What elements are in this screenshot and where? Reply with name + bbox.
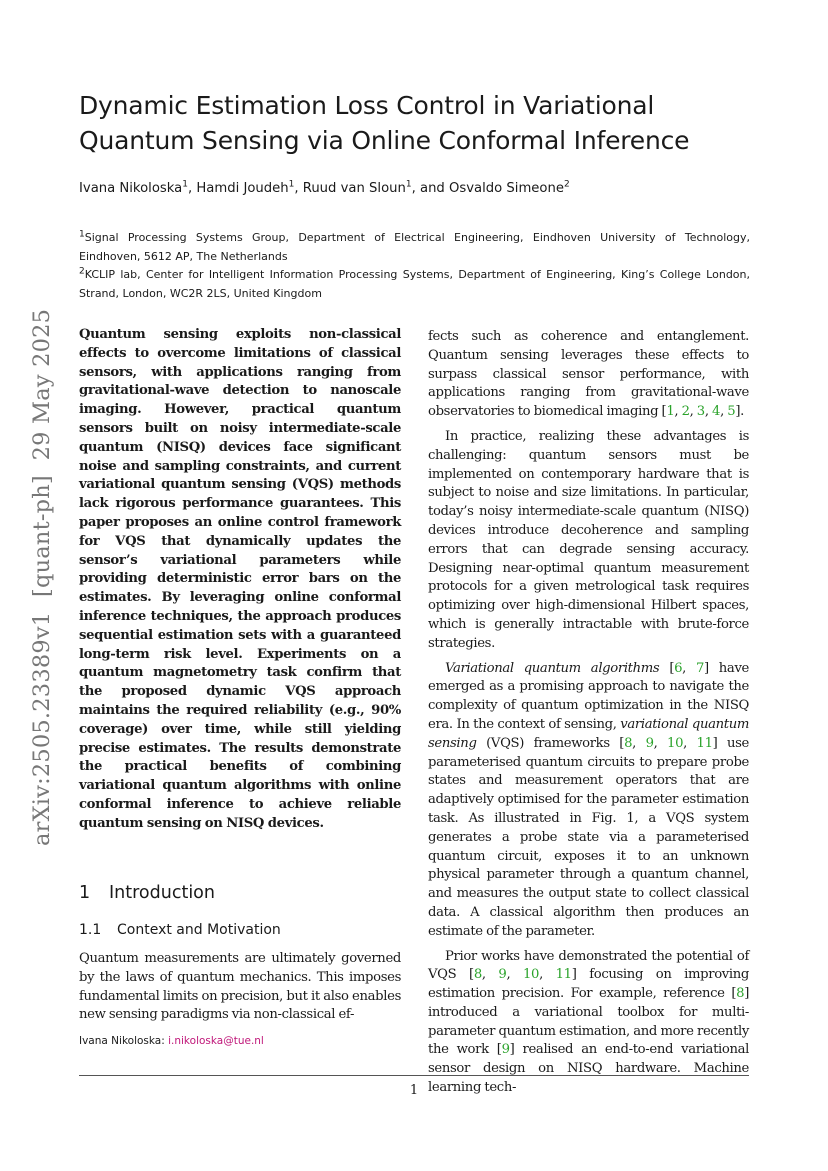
citation-link[interactable]: 8: [473, 967, 482, 983]
citation-link[interactable]: 6: [674, 660, 683, 676]
email-link[interactable]: i.nikoloska@tue.nl: [168, 1035, 264, 1047]
body-paragraph: In practice, realizing these advantages is challenging: quantum sensors must be implemented on contemporary hardware that is subject to noise and size limitations. In particular, today’s noisy intermediate-scale quantum (NISQ) devices introduce decoherence and sampling errors that can degrade sensing accuracy. Designing near-optimal quantum measurement protocols for a given metrological task requires optimizing over high-dimensional Hilbert spaces, which is generally intractable with brute-force strategies.: [428, 428, 749, 651]
author-name: Hamdi Joudeh: [196, 181, 289, 196]
author-list: Ivana Nikoloska$^1$, Hamdi Joudeh$^1$, Ruud van Sloun$^1$, and Osvaldo Simeone$^2$: [79, 179, 570, 196]
section-number: 1: [79, 883, 91, 903]
affiliation-marker: 1: [405, 179, 412, 190]
author-name: Osvaldo Simeone: [449, 181, 564, 196]
author-name: Ivana Nikoloska: [79, 181, 183, 196]
citation-link[interactable]: 3: [696, 404, 705, 420]
body-paragraph: fects such as coherence and entanglement. Quantum sensing leverages these effects to surpass classical sensor performance, with applications ranging from gravitational-wave observatories to biomedical imaging [1, 2, 3, 4, 5].: [428, 329, 749, 420]
affiliation-marker: 2: [79, 266, 85, 277]
section-heading: [79, 881, 215, 905]
paragraph-text: (VQS) frameworks [: [476, 735, 625, 751]
paragraph-text: ] introduced a variational toolbox for multi-parameter quantum estimation, and more recently the work [: [428, 986, 749, 1058]
emphasis-text: Variational quantum algorithms: [445, 660, 660, 676]
affiliation-text: Signal Processing Systems Group, Department of Electrical Engineering, Eindhoven University of Technology, Eindhoven, 5612 AP, The Netherlands: [79, 231, 750, 263]
affiliation: [79, 265, 750, 303]
emphasis-text: variational quantum sensing: [428, 716, 750, 751]
citation-link[interactable]: 11: [696, 735, 713, 751]
citation-link[interactable]: 10: [523, 967, 540, 983]
affiliation: [79, 228, 750, 266]
citation-link[interactable]: 9: [501, 1042, 510, 1058]
footnote: [79, 1033, 264, 1049]
paragraph-text: ] focusing on improving estimation precision. For example, reference [: [428, 967, 750, 1002]
footnote-name: Ivana Nikoloska:: [79, 1035, 165, 1047]
affiliation-marker: 1: [288, 179, 295, 190]
author-conjunction: and: [419, 181, 445, 196]
arxiv-watermark: arXiv:2505.23389v1 [quant-ph] 29 May 2025: [29, 308, 55, 846]
paper-title: Dynamic Estimation Loss Control in Variational Quantum Sensing via Online Conformal Inference: [79, 91, 690, 155]
citation-link[interactable]: 1: [666, 404, 675, 420]
body-paragraph: Prior works have demonstrated the potential of VQS [8, 9, 10, 11] focusing on improving estimation precision. For example, reference [8] introduced a variational toolbox for multi-parameter quantum estimation, and more recently the work [9] realised an end-to-end variational sensor design on NISQ hardware. Machine learning tech-: [428, 948, 750, 1096]
body-paragraph: Quantum measurements are ultimately governed by the laws of quantum mechanics. This imposes fundamental limits on precision, but it also enables new sensing paradigms via non-classical ef-: [79, 951, 401, 1023]
page-number: 1: [409, 1083, 419, 1098]
citation-link[interactable]: 2: [681, 404, 690, 420]
footer-rule: [79, 1075, 749, 1076]
affiliation-marker: 1: [182, 179, 188, 190]
citation-link[interactable]: 9: [498, 967, 507, 983]
subsection-number: 1.1: [79, 922, 102, 938]
abstract: Quantum sensing exploits non-classical effects to overcome limitations of classical sensors, with applications ranging from gravitational-wave detection to nanoscale imaging. However, practical quantum sensors built on noisy intermediate-scale quantum (NISQ) devices face significant noise and sampling constraints, and current variational quantum sensing (VQS) methods lack rigorous performance guarantees. This paper proposes an online control framework for VQS that dynamically updates the sensor’s variational parameters while providing deterministic error bars on the estimates. By leveraging online conformal inference techniques, the approach produces sequential estimation sets with a guaranteed long-term risk level. Experiments on a quantum magnetometry task confirm that the proposed dynamic VQS approach maintains the required reliability (e.g., 90% coverage) over time, while still yielding precise estimates. The results demonstrate the practical benefits of combining variational quantum algorithms with online conformal inference to achieve reliable quantum sensing on NISQ devices.: [79, 327, 401, 831]
paragraph-text: ] realised an end-to-end variational sensor design on NISQ hardware. Machine learning tech-: [428, 1042, 749, 1096]
paragraph-text: ] use parameterised quantum circuits to prepare probe states and measurement operators that are adaptively optimised for the parameter estimation task. As illustrated in Fig. 1, a VQS system generates a probe state via a parameterised quantum circuit, exposes it to an unknown physical parameter through a quantum channel, and measures the output state to collect classical data. A classical algorithm then produces an estimate of the parameter.: [428, 735, 750, 939]
subsection-title: Context and Motivation: [117, 922, 281, 938]
paragraph-text: Prior works have demonstrated the potential of VQS [: [428, 948, 749, 983]
citation-link[interactable]: 4: [712, 404, 721, 420]
citation-link[interactable]: 11: [555, 967, 572, 983]
citation-link[interactable]: 8: [736, 986, 745, 1002]
citation-link[interactable]: 5: [727, 404, 736, 420]
citation-link[interactable]: 7: [695, 660, 705, 676]
affiliation-text: KCLIP lab, Center for Intelligent Information Processing Systems, Department of Engineering, King’s College London, Strand, London, WC2R 2LS, United Kingdom: [79, 268, 750, 300]
affiliation-marker: 2: [563, 179, 570, 190]
paragraph-text: ] have emerged as a promising approach to navigate the complexity of quantum optimization in the NISQ era. In the context of sensing,: [428, 660, 750, 732]
body-paragraph: Variational quantum algorithms [6, 7] have emerged as a promising approach to navigate the complexity of quantum optimization in the NISQ era. In the context of sensing, variational quantum sensing (VQS) frameworks [8, 9, 10, 11] use parameterised quantum circuits to prepare probe states and measurement operators that are adaptively optimised for the parameter estimation task. As illustrated in Fig. 1, a VQS system generates a probe state via a parameterised quantum circuit, exposes it to an unknown physical parameter through a quantum channel, and measures the output state to collect classical data. A classical algorithm then produces an estimate of the parameter.: [428, 660, 750, 939]
paragraph-text: ].: [735, 404, 744, 420]
section-title: Introduction: [109, 883, 215, 903]
author-name: Ruud van Sloun: [302, 181, 406, 196]
paragraph-text: fects such as coherence and entanglement. Quantum sensing leverages these effects to surpass classical sensor performance, with applications ranging from gravitational-wave observatories to biomedical imaging [: [428, 329, 749, 420]
citation-link[interactable]: 10: [667, 735, 684, 751]
affiliation-marker: 1: [79, 229, 85, 240]
right-column: [428, 328, 749, 1104]
subsection-heading: [79, 920, 281, 940]
citation-link[interactable]: 8: [624, 735, 633, 751]
paragraph-text: [: [659, 660, 675, 676]
citation-link[interactable]: 9: [645, 735, 654, 751]
